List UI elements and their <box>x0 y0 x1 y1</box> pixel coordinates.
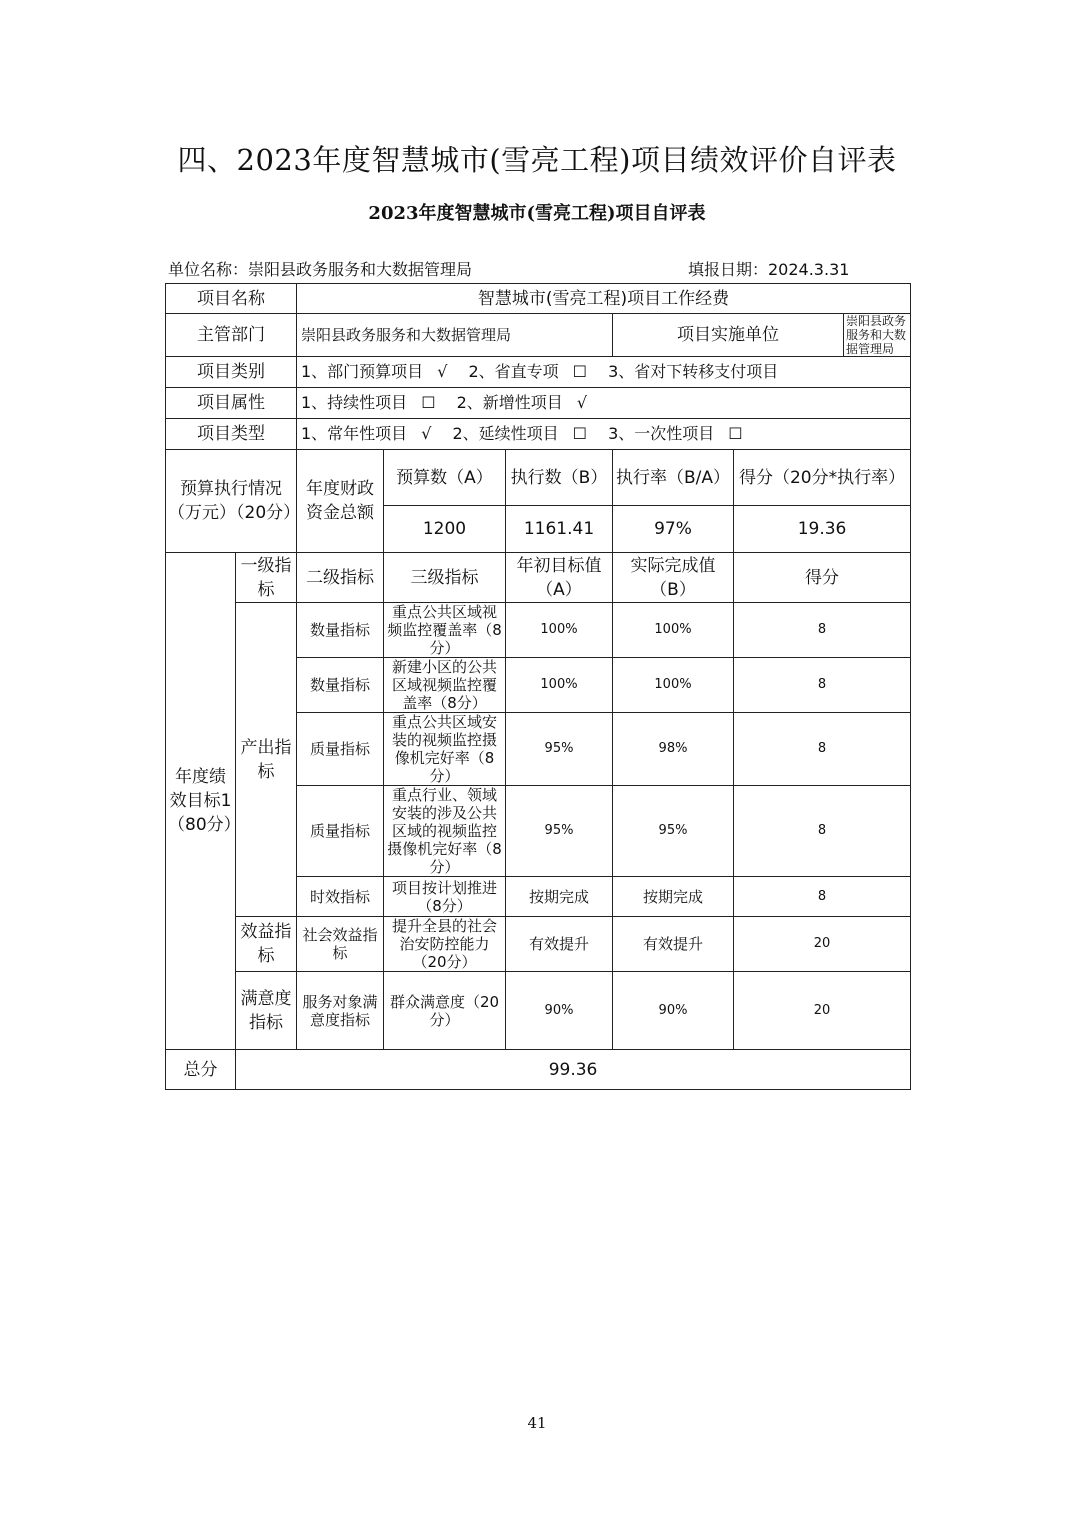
actual-cell: 100% <box>613 658 734 713</box>
fiscal-total-label: 年度财政资金总额 <box>297 450 384 553</box>
lvl3-cell: 提升全县的社会治安防控能力（20分） <box>384 917 506 972</box>
lvl3-cell: 新建小区的公共区域视频监控覆盖率（8分） <box>384 658 506 713</box>
score-cell: 8 <box>734 877 911 917</box>
project-name-value: 智慧城市(雪亮工程)项目工作经费 <box>297 284 911 314</box>
target-header: 年初目标值（A） <box>506 553 613 603</box>
impl-unit-label: 项目实施单位 <box>613 314 844 357</box>
category-label: 项目类别 <box>166 357 297 388</box>
budget-value: 1200 <box>384 506 506 553</box>
checkbox-empty: ☐ <box>572 424 588 443</box>
target-cell: 90% <box>506 972 613 1050</box>
actual-header: 实际完成值（B） <box>613 553 734 603</box>
lvl3-cell: 重点公共区域视频监控覆盖率（8分） <box>384 603 506 658</box>
type-options <box>297 419 911 450</box>
actual-cell: 95% <box>613 786 734 877</box>
lvl2-cell: 质量指标 <box>297 713 384 786</box>
attribute-options <box>297 388 911 419</box>
target-cell: 按期完成 <box>506 877 613 917</box>
target-cell: 95% <box>506 713 613 786</box>
score-cell: 8 <box>734 658 911 713</box>
lvl2-cell: 社会效益指标 <box>297 917 384 972</box>
target-cell: 100% <box>506 658 613 713</box>
actual-cell: 按期完成 <box>613 877 734 917</box>
budget-score-header: 得分（20分*执行率） <box>734 450 911 506</box>
attribute-label: 项目属性 <box>166 388 297 419</box>
category-option: 2、省直专项 ☐ <box>468 362 588 381</box>
table-row <box>166 917 911 972</box>
type-option: 2、延续性项目 ☐ <box>452 424 588 443</box>
check-mark: √ <box>421 424 432 443</box>
budget-score-value: 19.36 <box>734 506 911 553</box>
lvl1-header: 一级指标 <box>236 553 297 603</box>
target-cell: 100% <box>506 603 613 658</box>
score-header: 得分 <box>734 553 911 603</box>
attribute-option: 2、新增性项目 √ <box>456 393 588 412</box>
actual-cell: 100% <box>613 603 734 658</box>
page-title: 四、2023年度智慧城市(雪亮工程)项目绩效评价自评表 <box>177 143 897 177</box>
checkbox-empty: ☐ <box>728 424 743 443</box>
lvl3-cell: 项目按计划推进（8分） <box>384 877 506 917</box>
exec-value: 1161.41 <box>506 506 613 553</box>
score-cell: 8 <box>734 786 911 877</box>
checkbox-empty: ☐ <box>421 393 436 412</box>
rate-value: 97% <box>613 506 734 553</box>
satisfaction-indicator-label: 满意度指标 <box>236 972 297 1050</box>
unit-name: 单位名称：崇阳县政务服务和大数据管理局 <box>168 260 473 279</box>
lvl2-cell: 数量指标 <box>297 603 384 658</box>
type-label: 项目类型 <box>166 419 297 450</box>
output-indicator-label: 产出指标 <box>236 603 297 917</box>
lvl3-cell: 重点公共区域安装的视频监控摄像机完好率（8分） <box>384 713 506 786</box>
dept-label: 主管部门 <box>166 314 297 357</box>
exec-header: 执行数（B） <box>506 450 613 506</box>
total-label: 总分 <box>166 1050 236 1090</box>
target-cell: 有效提升 <box>506 917 613 972</box>
total-value: 99.36 <box>236 1050 911 1090</box>
checkbox-empty: ☐ <box>572 362 588 381</box>
rate-header: 执行率（B/A） <box>613 450 734 506</box>
type-option: 3、一次性项目 ☐ <box>608 424 743 443</box>
lvl3-cell: 重点行业、领域安装的涉及公共区域的视频监控摄像机完好率（8分） <box>384 786 506 877</box>
category-options <box>297 357 911 388</box>
actual-cell: 有效提升 <box>613 917 734 972</box>
benefit-indicator-label: 效益指标 <box>236 917 297 972</box>
category-option: 1、部门预算项目 √ <box>301 362 448 381</box>
lvl3-header: 三级指标 <box>384 553 506 603</box>
target-cell: 95% <box>506 786 613 877</box>
score-cell: 8 <box>734 713 911 786</box>
fill-date: 填报日期：2024.3.31 <box>688 260 850 279</box>
lvl2-cell: 服务对象满意度指标 <box>297 972 384 1050</box>
page-number: 41 <box>527 1414 547 1432</box>
actual-cell: 90% <box>613 972 734 1050</box>
lvl3-cell: 群众满意度（20分） <box>384 972 506 1050</box>
score-cell: 8 <box>734 603 911 658</box>
check-mark: √ <box>437 362 448 381</box>
impl-unit-value: 崇阳县政务服务和大数据管理局 <box>844 314 911 357</box>
self-evaluation-table <box>165 283 911 1090</box>
table-title: 2023年度智慧城市(雪亮工程)项目自评表 <box>368 203 706 224</box>
table-row <box>166 603 911 658</box>
budget-header: 预算数（A） <box>384 450 506 506</box>
lvl2-header: 二级指标 <box>297 553 384 603</box>
perf-target-label: 年度绩效目标1（80分） <box>166 553 236 1050</box>
category-option: 3、省对下转移支付项目 <box>608 362 779 381</box>
type-option: 1、常年性项目 √ <box>301 424 432 443</box>
table-row <box>166 972 911 1050</box>
check-mark: √ <box>576 393 588 412</box>
actual-cell: 98% <box>613 713 734 786</box>
score-cell: 20 <box>734 917 911 972</box>
lvl2-cell: 时效指标 <box>297 877 384 917</box>
budget-label: 预算执行情况（万元）（20分） <box>166 450 297 553</box>
attribute-option: 1、持续性项目 ☐ <box>301 393 436 412</box>
project-name-label: 项目名称 <box>166 284 297 314</box>
dept-value: 崇阳县政务服务和大数据管理局 <box>297 314 613 357</box>
lvl2-cell: 质量指标 <box>297 786 384 877</box>
lvl2-cell: 数量指标 <box>297 658 384 713</box>
score-cell: 20 <box>734 972 911 1050</box>
